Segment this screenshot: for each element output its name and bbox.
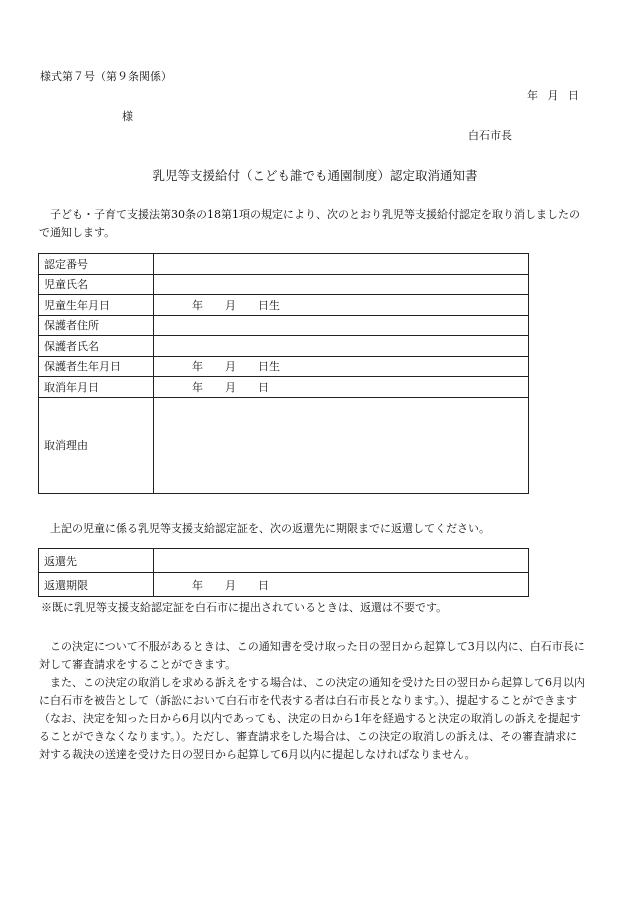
details-table bbox=[38, 253, 529, 494]
table-row bbox=[39, 295, 529, 316]
issuer-name: 白石市長 bbox=[468, 129, 512, 142]
table-row bbox=[39, 336, 529, 357]
month-unit: 月 bbox=[225, 298, 236, 312]
row-value bbox=[154, 274, 529, 295]
row-value bbox=[154, 254, 529, 275]
row-value bbox=[154, 549, 529, 573]
row-label: 取消理由 bbox=[39, 397, 154, 493]
day-unit: 日生 bbox=[258, 298, 280, 312]
row-label: 認定番号 bbox=[39, 254, 154, 275]
return-note: ※既に乳児等支援支給認定証を白石市に提出されているときは、返還は不要です。 bbox=[41, 601, 448, 614]
return-table bbox=[38, 548, 529, 597]
addressee-suffix: 様 bbox=[122, 110, 133, 123]
table-row bbox=[39, 254, 529, 275]
row-value bbox=[154, 377, 529, 398]
month-unit: 月 bbox=[225, 380, 236, 394]
row-label: 返還先 bbox=[39, 549, 154, 573]
row-label: 保護者生年月日 bbox=[39, 356, 154, 377]
row-value bbox=[154, 336, 529, 357]
row-value bbox=[154, 397, 529, 493]
row-value bbox=[154, 295, 529, 316]
row-label: 返還期限 bbox=[39, 573, 154, 597]
month-unit: 月 bbox=[225, 360, 236, 374]
row-value bbox=[154, 573, 529, 597]
day-unit: 日生 bbox=[258, 360, 280, 374]
issue-date: 年 月 日 bbox=[527, 89, 579, 102]
row-value bbox=[154, 315, 529, 336]
year-unit: 年 bbox=[192, 380, 203, 394]
row-label: 保護者住所 bbox=[39, 315, 154, 336]
month-unit: 月 bbox=[225, 578, 236, 592]
row-label: 保護者氏名 bbox=[39, 336, 154, 357]
appeal-section bbox=[39, 638, 587, 764]
table-row bbox=[39, 549, 529, 573]
table-row bbox=[39, 315, 529, 336]
table-row bbox=[39, 573, 529, 597]
table-row bbox=[39, 274, 529, 295]
year-unit: 年 bbox=[192, 578, 203, 592]
day-unit: 日 bbox=[258, 380, 269, 394]
table-row bbox=[39, 377, 529, 398]
row-value bbox=[154, 356, 529, 377]
row-label: 児童生年月日 bbox=[39, 295, 154, 316]
document-title: 乳児等支援給付（こども誰でも通園制度）認定取消通知書 bbox=[152, 168, 478, 183]
year-unit: 年 bbox=[192, 298, 203, 312]
row-label: 児童氏名 bbox=[39, 274, 154, 295]
appeal-paragraph-1: この決定について不服があるときは、この通知書を受け取った日の翌日から起算して3月以内に、白石市長に対して審査請求をすることができます。 bbox=[39, 640, 585, 671]
table-row bbox=[39, 356, 529, 377]
table-row bbox=[39, 397, 529, 493]
intro-paragraph: 子ども・子育て支援法第30条の18第1項の規定により、次のとおり乳児等支援給付認定を取り消しましたので通知します。 bbox=[39, 208, 580, 239]
year-unit: 年 bbox=[192, 360, 203, 374]
return-instruction: 上記の児童に係る乳児等支援支給認定証を、次の返還先に期限までに返還してください。 bbox=[50, 522, 490, 535]
row-label: 取消年月日 bbox=[39, 377, 154, 398]
appeal-paragraph-2: また、この決定の取消しを求める訴えをする場合は、この決定の通知を受けた日の翌日から起算して6月以内に白石市を被告として（訴訟において白石市を代表する者は白石市長となります。）、提起することができます（なお、決定を知った日から6月以内であっても、決定の日から1年を経過すると決定の取消しの訴えを提起することができなくなります。）。ただし、審査請求をした場合は、この決定の取消しの訴えは、その審査請求に対する裁決の送達を受けた日の翌日から起算して6月以内に提起しなければなりません。 bbox=[39, 676, 585, 761]
day-unit: 日 bbox=[258, 578, 269, 592]
form-number: 様式第７号（第９条関係） bbox=[40, 70, 172, 83]
